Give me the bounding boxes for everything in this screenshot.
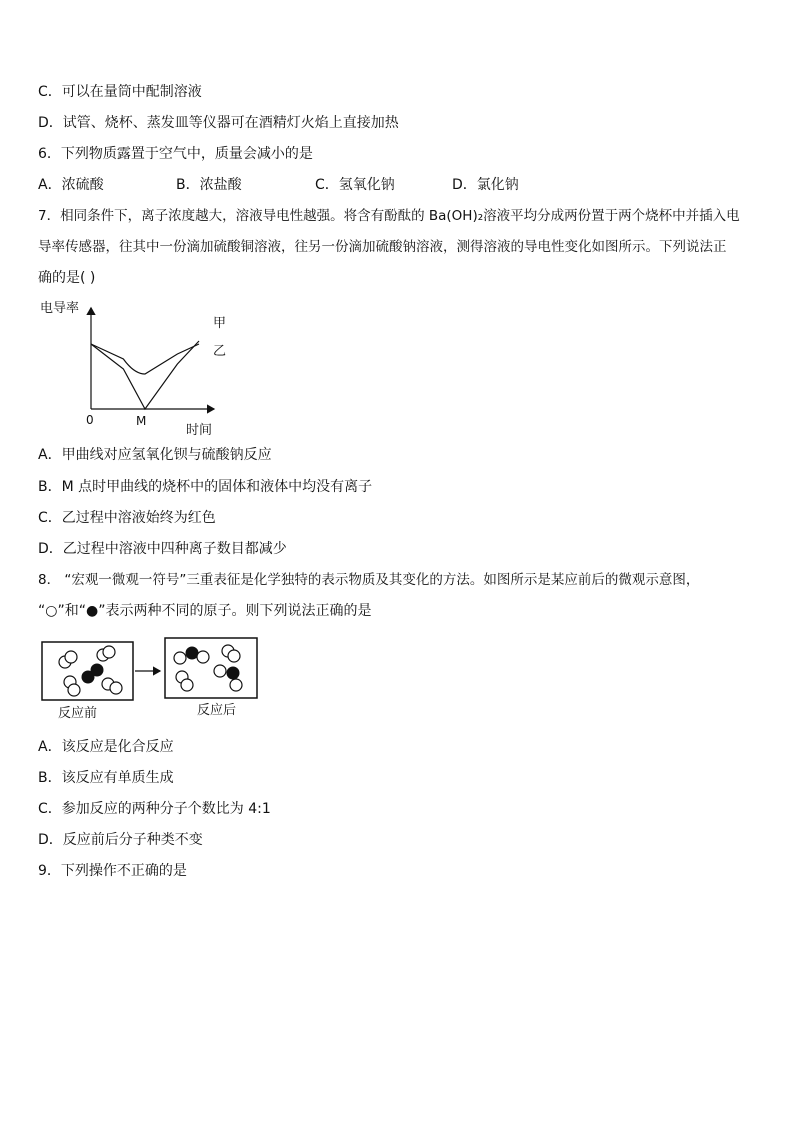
q9-stem: 9．下列操作不正确的是 [38, 863, 187, 879]
chart-xlabel: 时间 [186, 423, 213, 438]
q8-option-d: D．反应前后分子种类不变 [38, 832, 203, 848]
q5-option-c: C．可以在量筒中配制溶液 [38, 84, 202, 100]
chart-ylabel: 电导率 [40, 301, 80, 316]
white-atom [110, 682, 122, 694]
q5-option-d: D．试管、烧杯、蒸发皿等仪器可在酒精灯火焰上直接加热 [38, 115, 399, 131]
conductivity-chart [36, 294, 236, 440]
white-atom [65, 651, 77, 663]
white-atom [174, 652, 186, 664]
q7-option-a: A．甲曲线对应氢氧化钡与硫酸钠反应 [38, 447, 272, 463]
white-atom [214, 665, 226, 677]
q7-option-b: B．M 点时甲曲线的烧杯中的固体和液体中均没有离子 [38, 479, 373, 495]
q7-stem-line1: 7．相同条件下，离子浓度越大，溶液导电性越强。将含有酚酞的 Ba(OH)₂溶液平均分成两份置于两个烧杯中并插入电 [38, 208, 740, 224]
q7-stem-line2: 导率传感器，往其中一份滴加硫酸铜溶液，往另一份滴加硫酸钠溶液，测得溶液的导电性变化如图所示。下列说法正 [38, 239, 727, 255]
after-label: 反应后 [197, 703, 237, 718]
white-atom [68, 684, 80, 696]
series-label-yi: 乙 [213, 344, 227, 359]
q8-stem-line2: “○”和“●”表示两种不同的原子。则下列说法正确的是 [38, 603, 372, 619]
q6-option-b: B．浓盐酸 [176, 177, 242, 193]
chart-origin-label: 0 [86, 413, 94, 427]
q8-stem-line1: 8． “宏观一微观一符号”三重表征是化学独特的表示物质及其变化的方法。如图所示是某应前后的微观示意图， [38, 572, 700, 588]
white-atom [197, 651, 209, 663]
black-atom [227, 667, 240, 680]
white-atom [181, 679, 193, 691]
q8-option-c: C．参加反应的两种分子个数比为 4:1 [38, 801, 271, 817]
q8-option-a: A．该反应是化合反应 [38, 739, 174, 755]
after-box [165, 638, 257, 698]
q6-stem: 6．下列物质露置于空气中，质量会减小的是 [38, 146, 313, 162]
q6-option-c: C．氢氧化钠 [315, 177, 395, 193]
white-atom [103, 646, 115, 658]
white-atom [230, 679, 242, 691]
q8-option-b: B．该反应有单质生成 [38, 770, 174, 786]
before-label: 反应前 [58, 706, 98, 721]
white-atom [228, 650, 240, 662]
q7-option-d: D．乙过程中溶液中四种离子数目都减少 [38, 541, 287, 557]
reaction-micro-diagram [40, 636, 262, 722]
black-atom [91, 664, 104, 677]
q6-option-d: D．氯化钠 [452, 177, 519, 193]
chart-x-tick-m: M [136, 414, 147, 428]
q6-option-a: A．浓硫酸 [38, 177, 104, 193]
series-label-jia: 甲 [213, 316, 227, 331]
q7-option-c: C．乙过程中溶液始终为红色 [38, 510, 216, 526]
q7-stem-line3: 确的是( ) [38, 270, 96, 286]
